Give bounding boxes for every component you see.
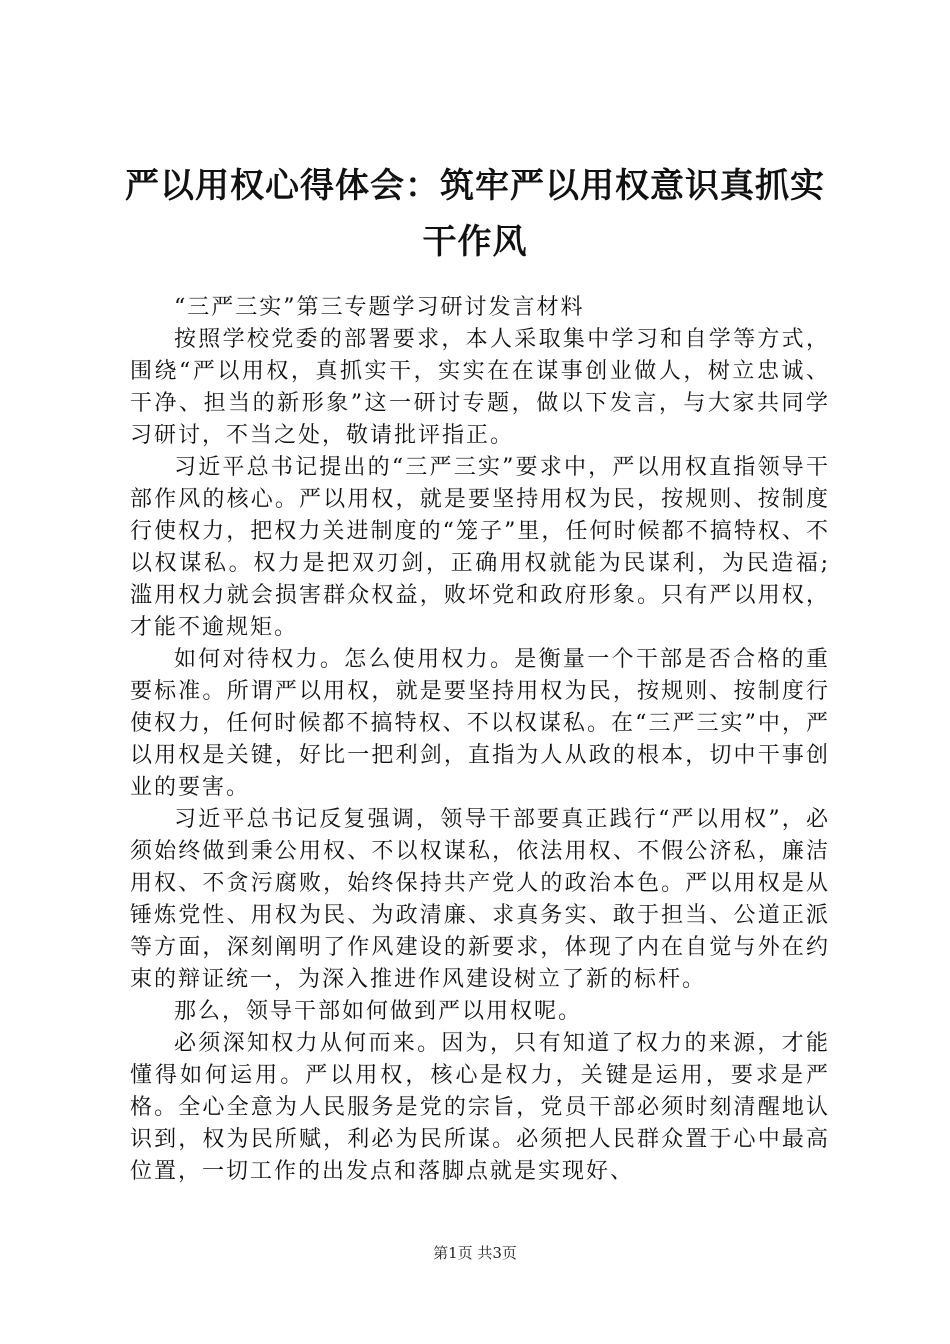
document-body	[130, 292, 830, 1188]
paragraph-subtitle: “三严三实”第三专题学习研讨发言材料	[174, 295, 585, 320]
paragraph: 按照学校党委的部署要求，本人采取集中学习和自学等方式，围绕“严以用权，真抓实干，实实在在谋事创业做人，树立忠诚、干净、担当的新形象”这一研讨专题，做以下发言，与大家共同学习研讨，不当之处，敬请批评指正。	[130, 327, 830, 448]
document-title: 严以用权心得体会：筑牢严以用权意识真抓实干作风	[125, 166, 825, 262]
page-number-footer: 第1页 共3页	[433, 1244, 517, 1262]
paragraph: 习近平总书记提出的“三严三实”要求中，严以用权直指领导干部作风的核心。严以用权，就是要坚持用权为民，按规则、按制度行使权力，把权力关进制度的“笼子”里，任何时候都不搞特权、不以权谋私。权力是把双刃剑，正确用权就能为民谋利，为民造福;滥用权力就会损害群众权益，败坏党和政府形象。只有严以用权，才能不逾规矩。	[130, 455, 830, 640]
paragraph: 如何对待权力。怎么使用权力。是衡量一个干部是否合格的重要标准。所谓严以用权，就是要坚持用权为民，按规则、按制度行使权力，任何时候都不搞特权、不以权谋私。在“三严三实”中，严以用权是关键，好比一把利剑，直指为人从政的根本，切中干事创业的要害。	[130, 647, 830, 800]
paragraph: 必须深知权力从何而来。因为，只有知道了权力的来源，才能懂得如何运用。严以用权，核心是权力，关键是运用，要求是严格。全心全意为人民服务是党的宗旨，党员干部必须时刻清醒地认识到，权为民所赋，利必为民所谋。必须把人民群众置于心中最高位置，一切工作的出发点和落脚点就是实现好、	[130, 1031, 830, 1184]
paragraph: 那么，领导干部如何做到严以用权呢。	[174, 999, 583, 1024]
paragraph: 习近平总书记反复强调，领导干部要真正践行“严以用权”，必须始终做到秉公用权、不以权谋私，依法用权、不假公济私，廉洁用权、不贪污腐败，始终保持共产党人的政治本色。严以用权是从锤炼党性、用权为民、为政清廉、求真务实、敢于担当、公道正派等方面，深刻阐明了作风建设的新要求，体现了内在自觉与外在约束的辩证统一，为深入推进作风建设树立了新的标杆。	[130, 807, 830, 992]
